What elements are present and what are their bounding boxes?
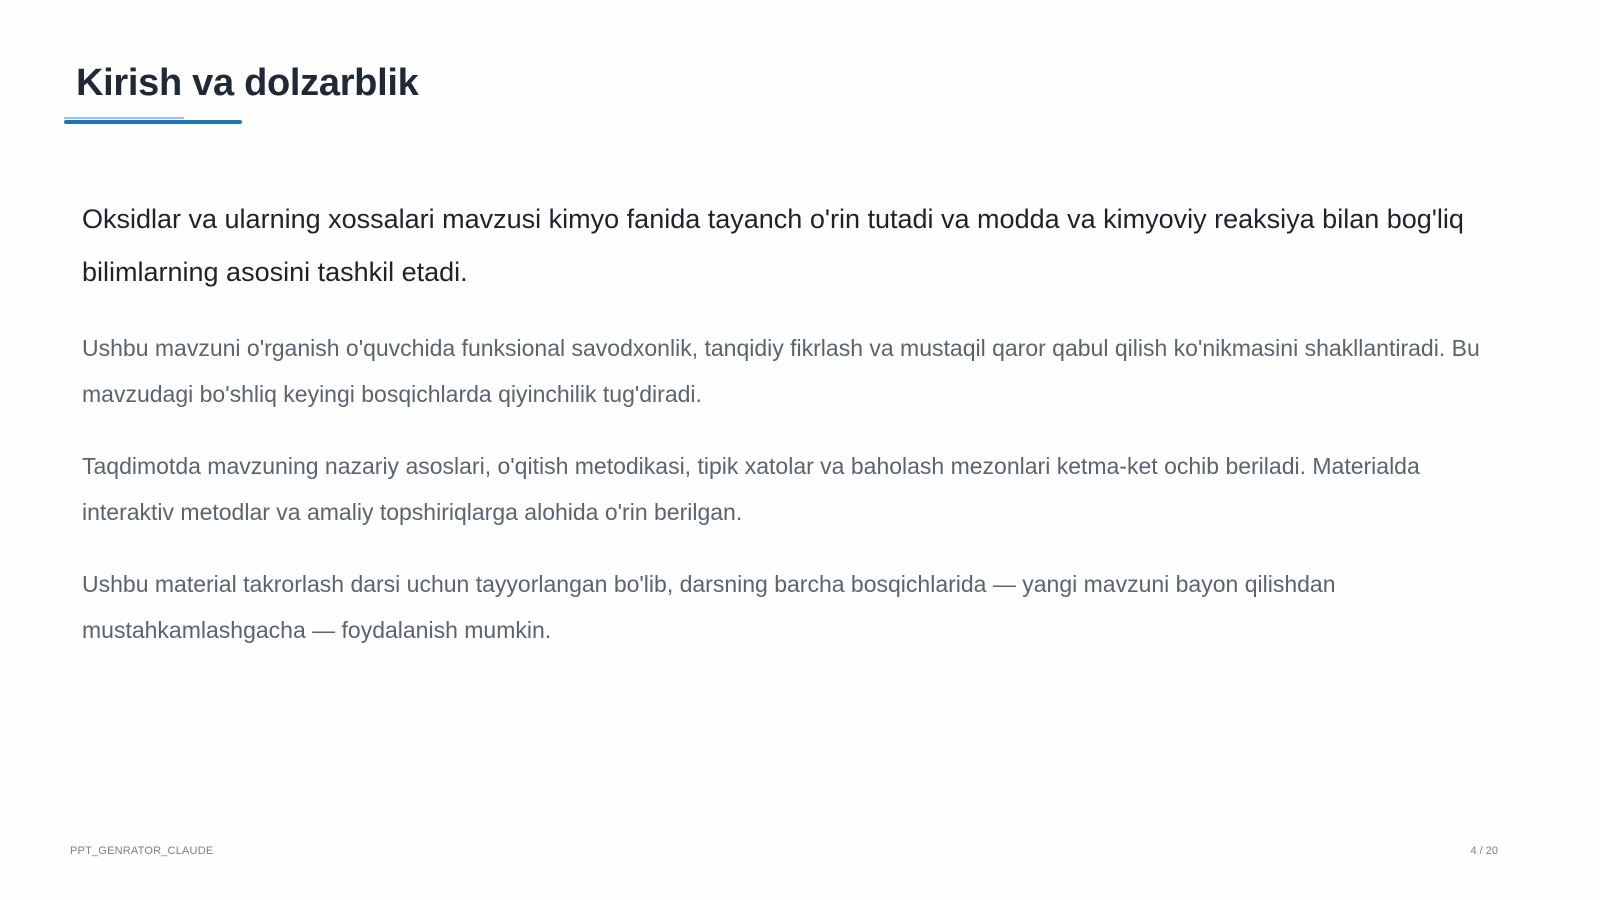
slide-title: Kirish va dolzarblik [76,62,419,104]
page-number: 4 / 20 [1470,845,1498,857]
title-underline-accent [64,117,184,119]
body-paragraph-3: Ushbu material takrorlash darsi uchun tayyorlangan bo'lib, darsning barcha bosqichlarida — yangi mavzuni bayon qilishdan mustahkamlashgacha — foydalanish mumkin. [82,571,1336,643]
title-underline [64,120,242,124]
footer-brand: PPT_GENRATOR_CLAUDE [70,845,214,857]
body-paragraph-2: Taqdimotda mavzuning nazariy asoslari, o'qitish metodikasi, tipik xatolar va baholash mezonlari ketma-ket ochib beriladi. Materialda interaktiv metodlar va amaliy topshiriqlarga alohida o'rin berilgan. [82,453,1420,525]
slide-body [82,193,1482,679]
body-paragraph-1: Ushbu mavzuni o'rganish o'quvchida funksional savodxonlik, tanqidiy fikrlash va mustaqil qaror qabul qilish ko'nikmasini shakllantiradi. Bu mavzudagi bo'shliq keyingi bosqichlarda qiyinchilik tug'diradi. [82,335,1480,407]
lead-paragraph: Oksidlar va ularning xossalari mavzusi kimyo fanida tayanch o'rin tutadi va modda va kimyoviy reaksiya bilan bog'liq bilimlarning asosini tashkil etadi. [82,204,1464,287]
